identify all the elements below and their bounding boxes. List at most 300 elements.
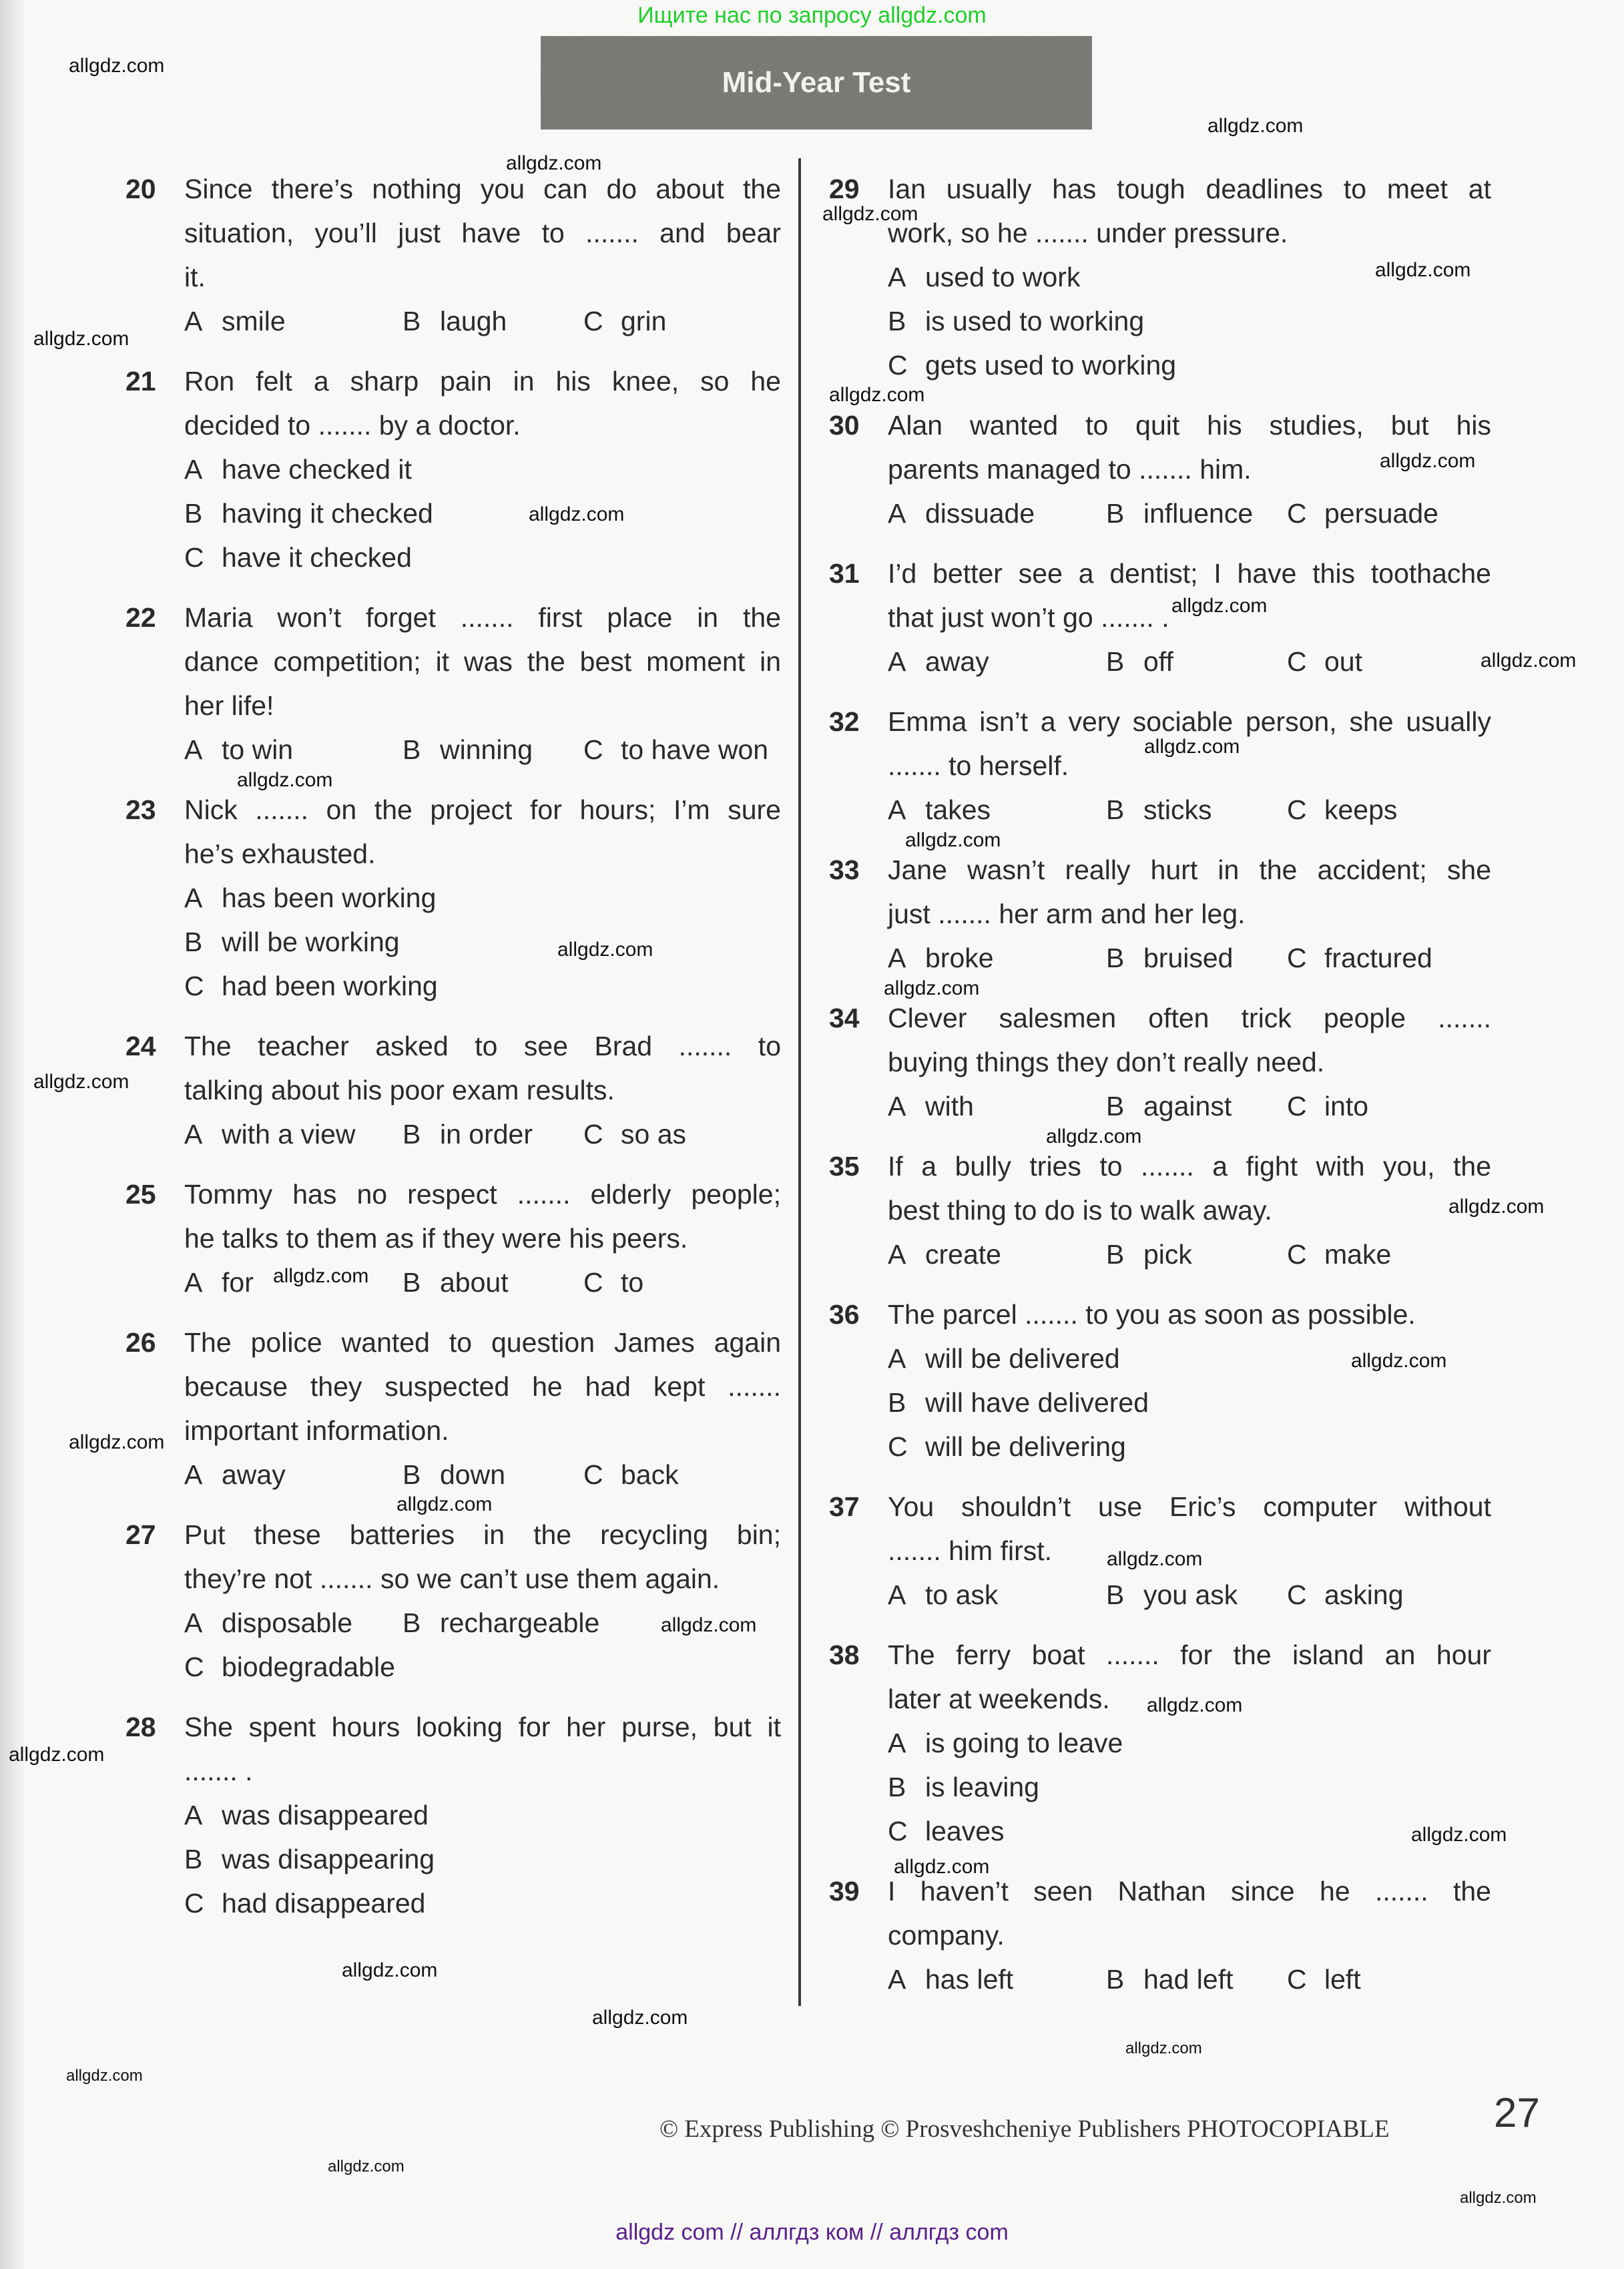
answer-option-a[interactable] xyxy=(184,1793,429,1837)
section-header xyxy=(541,36,1092,130)
option-letter: C xyxy=(888,1816,908,1846)
watermark-text: allgdz.com xyxy=(1460,2189,1537,2207)
answer-option-c[interactable] xyxy=(583,1112,686,1156)
answer-option-a[interactable] xyxy=(184,1453,286,1497)
watermark-text: allgdz.com xyxy=(237,769,333,791)
option-letter: B xyxy=(888,1772,906,1802)
question-number: 36 xyxy=(829,1299,860,1330)
question-24 xyxy=(125,1024,781,1156)
option-letter: B xyxy=(1106,1579,1125,1610)
watermark-text: allgdz.com xyxy=(396,1493,493,1515)
question-text-line: decided to ....... by a doctor. xyxy=(184,410,521,441)
option-text: have checked it xyxy=(222,454,412,485)
option-text: had been working xyxy=(222,971,438,1001)
option-letter: B xyxy=(184,927,203,957)
answer-option-b[interactable] xyxy=(1106,788,1212,832)
option-letter: A xyxy=(888,943,906,973)
answer-option-b[interactable] xyxy=(402,1112,533,1156)
question-number: 33 xyxy=(829,854,860,885)
watermark-text: allgdz.com xyxy=(1171,595,1268,617)
question-text-line: that just won’t go ....... . xyxy=(888,602,1169,633)
question-text-line: Put these batteries in the recycling bin; xyxy=(184,1519,781,1550)
question-number: 31 xyxy=(829,558,860,589)
question-text-line: Ian usually has tough deadlines to meet at xyxy=(888,174,1491,204)
option-letter: C xyxy=(583,734,603,765)
option-text: takes xyxy=(925,794,991,825)
options-row xyxy=(888,1809,1491,1853)
answer-option-a[interactable] xyxy=(888,1573,998,1617)
answer-option-c[interactable] xyxy=(583,1453,679,1497)
options-row xyxy=(888,1573,1491,1617)
answer-option-b[interactable] xyxy=(1106,936,1233,980)
option-letter: A xyxy=(184,883,203,913)
options-row xyxy=(888,1765,1491,1809)
options-row xyxy=(184,876,781,920)
question-number: 34 xyxy=(829,1003,860,1033)
option-text: fractured xyxy=(1324,943,1432,973)
option-text: off xyxy=(1143,646,1173,677)
option-letter: B xyxy=(184,1844,203,1874)
answer-option-a[interactable] xyxy=(184,728,293,772)
question-39 xyxy=(829,1869,1491,2001)
answer-option-c[interactable] xyxy=(1287,1232,1391,1276)
question-text-line: work, so he ....... under pressure. xyxy=(888,218,1288,248)
option-letter: A xyxy=(888,498,906,529)
option-text: out xyxy=(1324,646,1362,677)
option-text: influence xyxy=(1143,498,1254,529)
answer-option-c[interactable] xyxy=(1287,936,1432,980)
question-number: 25 xyxy=(125,1179,156,1210)
options-row xyxy=(184,1112,781,1156)
option-text: against xyxy=(1143,1091,1232,1121)
option-letter: B xyxy=(184,498,203,529)
option-text: with xyxy=(925,1091,974,1121)
answer-option-a[interactable] xyxy=(888,1957,1013,2001)
answer-option-c[interactable] xyxy=(184,1881,425,1925)
option-text: laugh xyxy=(440,306,507,336)
option-text: about xyxy=(440,1267,509,1298)
answer-option-a[interactable] xyxy=(184,447,412,491)
option-letter: C xyxy=(583,1267,603,1298)
option-letter: B xyxy=(1106,1091,1125,1121)
answer-option-b[interactable] xyxy=(1106,1232,1192,1276)
question-text-line: Ron felt a sharp pain in his knee, so he xyxy=(184,366,781,397)
options-row xyxy=(888,343,1491,387)
question-number: 23 xyxy=(125,794,156,825)
option-text: biodegradable xyxy=(222,1652,395,1682)
watermark-text: allgdz.com xyxy=(33,1071,129,1093)
question-32 xyxy=(829,700,1491,832)
option-text: keeps xyxy=(1324,794,1398,825)
answer-option-c[interactable] xyxy=(888,343,1176,387)
answer-option-b[interactable] xyxy=(888,1380,1149,1425)
answer-option-c[interactable] xyxy=(583,728,768,772)
watermark-text: allgdz.com xyxy=(661,1614,757,1636)
answer-option-b[interactable] xyxy=(1106,640,1173,684)
option-text: to ask xyxy=(925,1579,999,1610)
answer-option-a[interactable] xyxy=(888,1721,1123,1765)
answer-option-c[interactable] xyxy=(1287,640,1362,684)
option-letter: C xyxy=(184,1888,204,1919)
question-text-line: Alan wanted to quit his studies, but his xyxy=(888,410,1491,441)
question-text-line: Nick ....... on the project for hours; I’m sure xyxy=(184,794,781,825)
question-text-line: I’d better see a dentist; I have this toothache xyxy=(888,558,1491,589)
watermark-text: allgdz.com xyxy=(1125,2039,1202,2057)
answer-option-a[interactable] xyxy=(888,1232,1001,1276)
option-letter: B xyxy=(402,306,421,336)
watermark-text: allgdz.com xyxy=(1380,450,1476,472)
option-text: winning xyxy=(440,734,533,765)
option-text: in order xyxy=(440,1119,533,1150)
option-text: will have delivered xyxy=(925,1387,1149,1418)
option-letter: A xyxy=(888,646,906,677)
answer-option-a[interactable] xyxy=(888,1336,1120,1380)
answer-option-b[interactable] xyxy=(402,299,507,343)
watermark-text: allgdz.com xyxy=(1046,1125,1142,1148)
answer-option-b[interactable] xyxy=(184,920,400,964)
option-letter: C xyxy=(583,306,603,336)
option-letter: A xyxy=(184,1800,203,1830)
option-text: away xyxy=(222,1459,286,1490)
answer-option-a[interactable] xyxy=(888,491,1035,535)
question-38 xyxy=(829,1633,1491,1853)
options-row xyxy=(184,1881,781,1925)
watermark-text: allgdz.com xyxy=(905,829,1001,851)
question-text-line: parents managed to ....... him. xyxy=(888,454,1252,485)
answer-option-b[interactable] xyxy=(1106,1957,1234,2001)
options-row xyxy=(888,299,1491,343)
answer-option-a[interactable] xyxy=(888,788,991,832)
watermark-text: allgdz.com xyxy=(1147,1694,1243,1716)
option-text: create xyxy=(925,1239,1001,1270)
watermark-text: allgdz.com xyxy=(1411,1824,1507,1846)
option-letter: A xyxy=(184,1607,203,1638)
answer-option-c[interactable] xyxy=(1287,491,1438,535)
question-number: 24 xyxy=(125,1031,156,1061)
option-text: for xyxy=(222,1267,254,1298)
bottom-ad-link[interactable]: allgdz com // аллгдз ком // аллгдз com xyxy=(615,2220,1009,2245)
answer-option-b[interactable] xyxy=(1106,1084,1232,1128)
option-text: pick xyxy=(1143,1239,1192,1270)
question-31 xyxy=(829,551,1491,684)
page-number: 27 xyxy=(1494,2090,1540,2136)
question-number: 29 xyxy=(829,174,860,204)
question-number: 22 xyxy=(125,602,156,633)
question-text-line: company. xyxy=(888,1920,1005,1951)
top-ad-link[interactable]: Ищите нас по запросу allgdz.com xyxy=(637,3,987,28)
option-text: rechargeable xyxy=(440,1607,600,1638)
question-text-line: her life! xyxy=(184,690,274,721)
question-36 xyxy=(829,1292,1491,1469)
question-number: 21 xyxy=(125,366,156,397)
question-text-line: The ferry boat ....... for the island an hour xyxy=(888,1640,1491,1670)
option-letter: C xyxy=(1287,1964,1307,1995)
option-letter: C xyxy=(583,1459,603,1490)
option-text: you ask xyxy=(1143,1579,1238,1610)
option-letter: C xyxy=(1287,1091,1307,1121)
watermark-text: allgdz.com xyxy=(822,203,918,225)
option-letter: C xyxy=(1287,943,1307,973)
question-text-line: I haven’t seen Nathan since he ....... the xyxy=(888,1876,1491,1907)
answer-option-a[interactable] xyxy=(888,640,989,684)
answer-option-c[interactable] xyxy=(583,299,666,343)
question-text-line: talking about his poor exam results. xyxy=(184,1075,615,1105)
question-number: 32 xyxy=(829,706,860,737)
question-text-line: because they suspected he had kept ....... xyxy=(184,1371,781,1402)
options-row xyxy=(888,788,1491,832)
option-text: left xyxy=(1324,1964,1361,1995)
option-letter: A xyxy=(888,1728,906,1758)
option-letter: A xyxy=(888,1091,906,1121)
option-letter: A xyxy=(888,1239,906,1270)
option-letter: C xyxy=(184,1652,204,1682)
option-letter: A xyxy=(184,734,203,765)
question-number: 20 xyxy=(125,174,156,204)
option-letter: B xyxy=(888,1387,906,1418)
question-34 xyxy=(829,996,1491,1128)
watermark-text: allgdz.com xyxy=(529,503,625,525)
answer-option-a[interactable] xyxy=(184,299,286,343)
options-row xyxy=(184,1793,781,1837)
answer-option-b[interactable] xyxy=(402,1260,509,1304)
watermark-text: allgdz.com xyxy=(66,2067,143,2085)
watermark-text: allgdz.com xyxy=(69,55,165,77)
question-27 xyxy=(125,1513,781,1689)
options-row xyxy=(184,1645,781,1689)
option-text: down xyxy=(440,1459,506,1490)
question-20 xyxy=(125,167,781,343)
option-text: bruised xyxy=(1143,943,1234,973)
answer-option-b[interactable] xyxy=(888,299,1144,343)
option-letter: C xyxy=(1287,498,1307,529)
left-column xyxy=(125,167,781,1941)
option-letter: A xyxy=(888,794,906,825)
question-text-line: dance competition; it was the best moment in xyxy=(184,646,781,677)
watermark-text: allgdz.com xyxy=(1375,259,1471,281)
answer-option-a[interactable] xyxy=(184,1260,254,1304)
option-text: will be delivering xyxy=(925,1431,1126,1462)
watermark-text: allgdz.com xyxy=(592,2007,688,2029)
option-letter: C xyxy=(1287,794,1307,825)
option-letter: B xyxy=(402,1119,421,1150)
question-number: 35 xyxy=(829,1151,860,1182)
question-text-line: just ....... her arm and her leg. xyxy=(888,899,1246,929)
option-letter: C xyxy=(1287,1579,1307,1610)
option-text: dissuade xyxy=(925,498,1035,529)
option-text: was disappeared xyxy=(222,1800,429,1830)
question-26 xyxy=(125,1320,781,1497)
question-text-line: She spent hours looking for her purse, but it xyxy=(184,1712,781,1742)
question-25 xyxy=(125,1172,781,1304)
options-row xyxy=(184,447,781,491)
option-text: have it checked xyxy=(222,542,412,573)
option-letter: B xyxy=(1106,646,1125,677)
question-number: 38 xyxy=(829,1640,860,1670)
options-row xyxy=(888,1425,1491,1469)
answer-option-b[interactable] xyxy=(184,1837,435,1881)
question-number: 26 xyxy=(125,1327,156,1358)
option-text: used to work xyxy=(925,262,1081,292)
option-text: broke xyxy=(925,943,994,973)
option-letter: C xyxy=(184,542,204,573)
watermark-text: allgdz.com xyxy=(1107,1548,1203,1570)
question-text-line: they’re not ....... so we can’t use them again. xyxy=(184,1563,720,1594)
watermark-text: allgdz.com xyxy=(557,939,653,961)
question-text-line: If a bully tries to ....... a fight with you, the xyxy=(888,1151,1491,1182)
option-letter: A xyxy=(184,1459,203,1490)
options-row xyxy=(184,964,781,1008)
option-text: has been working xyxy=(222,883,437,913)
question-text-line: The police wanted to question James again xyxy=(184,1327,781,1358)
option-letter: C xyxy=(184,971,204,1001)
question-text-line: Tommy has no respect ....... elderly people; xyxy=(184,1179,781,1210)
question-text-line: Clever salesmen often trick people ....... xyxy=(888,1003,1491,1033)
question-text-line: Since there’s nothing you can do about the xyxy=(184,174,781,204)
watermark-text: allgdz.com xyxy=(829,384,925,406)
answer-option-a[interactable] xyxy=(888,936,994,980)
options-row xyxy=(888,1380,1491,1425)
option-text: to win xyxy=(222,734,294,765)
option-text: is used to working xyxy=(925,306,1145,336)
answer-option-a[interactable] xyxy=(888,255,1080,299)
options-row xyxy=(888,491,1491,535)
option-text: smile xyxy=(222,306,286,336)
answer-option-a[interactable] xyxy=(184,1112,356,1156)
question-text-line: he’s exhausted. xyxy=(184,838,376,869)
option-letter: B xyxy=(1106,498,1125,529)
watermark-text: allgdz.com xyxy=(884,977,980,999)
options-row xyxy=(184,535,781,579)
option-letter: A xyxy=(184,306,203,336)
option-text: disposable xyxy=(222,1607,353,1638)
answer-option-c[interactable] xyxy=(888,1425,1126,1469)
page-title: Mid-Year Test xyxy=(722,66,911,99)
answer-option-b[interactable] xyxy=(1106,1573,1238,1617)
answer-option-c[interactable] xyxy=(184,964,438,1008)
question-number: 28 xyxy=(125,1712,156,1742)
answer-option-b[interactable] xyxy=(402,1453,505,1497)
option-text: make xyxy=(1324,1239,1392,1270)
option-letter: B xyxy=(1106,794,1125,825)
question-text-line: he talks to them as if they were his peers. xyxy=(184,1223,688,1254)
option-text: will be working xyxy=(222,927,400,957)
answer-option-c[interactable] xyxy=(184,535,412,579)
options-row xyxy=(888,1957,1491,2001)
question-text-line: The parcel ....... to you as soon as possible. xyxy=(888,1299,1416,1330)
watermark-text: allgdz.com xyxy=(69,1431,165,1453)
answer-option-b[interactable] xyxy=(184,491,433,535)
options-row xyxy=(888,1084,1491,1128)
answer-option-c[interactable] xyxy=(1287,788,1397,832)
options-row xyxy=(184,1837,781,1881)
option-letter: B xyxy=(1106,1964,1125,1995)
question-22 xyxy=(125,595,781,772)
answer-option-a[interactable] xyxy=(184,876,436,920)
options-row xyxy=(184,491,781,535)
option-text: back xyxy=(621,1459,679,1490)
option-letter: A xyxy=(184,1267,203,1298)
question-text-line: Emma isn’t a very sociable person, she usually xyxy=(888,706,1491,737)
option-letter: B xyxy=(402,1607,421,1638)
option-letter: B xyxy=(1106,1239,1125,1270)
answer-option-c[interactable] xyxy=(1287,1957,1361,2001)
options-row xyxy=(184,1453,781,1497)
option-letter: C xyxy=(583,1119,603,1150)
option-letter: C xyxy=(1287,646,1307,677)
question-text-line: Maria won’t forget ....... first place in the xyxy=(184,602,781,633)
option-letter: A xyxy=(888,262,906,292)
watermark-text: allgdz.com xyxy=(273,1265,369,1287)
option-letter: C xyxy=(888,350,908,381)
column-divider xyxy=(798,158,801,2006)
options-row xyxy=(184,299,781,343)
option-text: had disappeared xyxy=(222,1888,426,1919)
option-text: leaves xyxy=(925,1816,1005,1846)
option-text: with a view xyxy=(222,1119,356,1150)
question-number: 27 xyxy=(125,1519,156,1550)
watermark-text: allgdz.com xyxy=(1144,736,1240,758)
option-text: gets used to working xyxy=(925,350,1177,381)
answer-option-b[interactable] xyxy=(402,1601,599,1645)
options-row xyxy=(888,640,1491,684)
option-text: into xyxy=(1324,1091,1369,1121)
watermark-text: allgdz.com xyxy=(894,1856,990,1878)
answer-option-b[interactable] xyxy=(402,728,533,772)
options-row xyxy=(888,936,1491,980)
option-letter: A xyxy=(888,1343,906,1374)
answer-option-c[interactable] xyxy=(1287,1084,1368,1128)
question-text-line: it. xyxy=(184,262,206,292)
option-letter: A xyxy=(184,1119,203,1150)
option-text: to xyxy=(621,1267,644,1298)
question-text-line: The teacher asked to see Brad ....... to xyxy=(184,1031,781,1061)
option-letter: B xyxy=(402,734,421,765)
answer-option-c[interactable] xyxy=(583,1260,643,1304)
options-row xyxy=(888,1232,1491,1276)
options-row xyxy=(184,920,781,964)
answer-option-a[interactable] xyxy=(184,1601,352,1645)
option-letter: A xyxy=(184,454,203,485)
answer-option-c[interactable] xyxy=(184,1645,395,1689)
option-text: had left xyxy=(1143,1964,1234,1995)
option-text: away xyxy=(925,646,989,677)
option-letter: B xyxy=(402,1267,421,1298)
option-letter: A xyxy=(888,1579,906,1610)
answer-option-b[interactable] xyxy=(888,1765,1039,1809)
option-letter: B xyxy=(402,1459,421,1490)
question-text-line: situation, you’ll just have to ....... and bear xyxy=(184,218,781,248)
option-text: asking xyxy=(1324,1579,1404,1610)
question-28 xyxy=(125,1705,781,1925)
page-edge-shadow xyxy=(0,0,27,2269)
question-21 xyxy=(125,359,781,579)
answer-option-c[interactable] xyxy=(1287,1573,1404,1617)
option-text: is going to leave xyxy=(925,1728,1123,1758)
watermark-text: allgdz.com xyxy=(1207,115,1304,137)
option-letter: C xyxy=(888,1431,908,1462)
watermark-text: allgdz.com xyxy=(1480,650,1577,672)
option-text: sticks xyxy=(1143,794,1212,825)
answer-option-c[interactable] xyxy=(888,1809,1005,1853)
question-text-line: ....... him first. xyxy=(888,1535,1053,1566)
option-text: persuade xyxy=(1324,498,1438,529)
question-text-line: buying things they don’t really need. xyxy=(888,1047,1325,1077)
answer-option-b[interactable] xyxy=(1106,491,1253,535)
question-text-line: best thing to do is to walk away. xyxy=(888,1195,1272,1226)
answer-option-a[interactable] xyxy=(888,1084,974,1128)
watermark-text: allgdz.com xyxy=(33,328,129,350)
watermark-text: allgdz.com xyxy=(1448,1196,1545,1218)
